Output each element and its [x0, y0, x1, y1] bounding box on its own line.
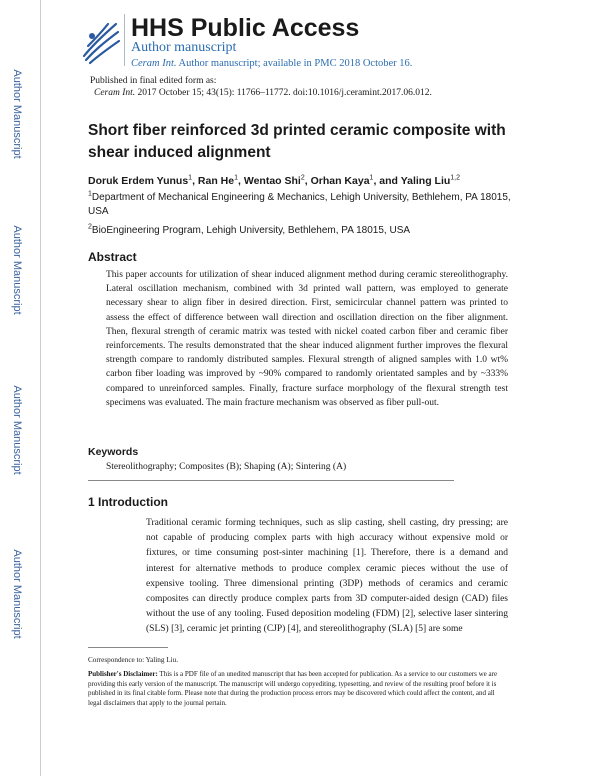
citation-line [94, 88, 432, 99]
left-margin-rule [40, 0, 41, 776]
keywords-list: Stereolithography; Composites (B); Shaping (A); Sintering (A) [106, 462, 347, 472]
citation-details: 2017 October 15; 43(15): 11766–11772. doi:10.1016/j.ceramint.2017.06.012. [135, 88, 432, 98]
author-separator: , and [373, 175, 401, 187]
side-label-author-manuscript: Author Manuscript [11, 549, 23, 639]
abstract-body: This paper accounts for utilization of shear induced alignment method during ceramic stereolithography. Lateral oscillation mechanism, combined with 3d printed wall pattern, was employed to generate necessary shear to align fiber in desired direction. First, semicircular channel pattern was printed to assess the effect of difference between wall direction and oscillation direction on the fiber alignment. Then, flexural strength of ceramic matrix was tested with nickel coated carbon fiber and ceramic fiber reinforcements. The results demonstrated that the shear induced alignment further improves the flexural strength compare to randomly distributed samples. Flexural strength of aligned samples with 1.0 wt% carbon fiber loading was improved by ~90% compared to randomly orientated samples and by ~333% compared to unreinforced samples. Finally, fracture surface morphology of the flexural strength test specimens was evaluated. The main fracture mechanism was observed as fiber pull-out. [106, 270, 508, 408]
author-manuscript-subtitle: Author manuscript [131, 40, 237, 55]
published-label: Published in final edited form as: [90, 76, 217, 86]
section-divider [88, 480, 454, 481]
publisher-disclaimer [88, 670, 508, 708]
author-affiliation-marker: 2 [300, 174, 305, 182]
paper-title: Short fiber reinforced 3d printed ceramic composite with shear induced alignment [88, 122, 506, 161]
abstract-heading: Abstract [88, 250, 137, 264]
author-separator: , [238, 175, 244, 187]
affiliation-marker: 1 [88, 190, 92, 198]
disclaimer-text: This is a PDF file of an unedited manuscript that has been accepted for publication. As a service to our customers we are providing this early version of the manuscript. The manuscript will undergo copyediting, typesetting, and review of the resulting proof before it is published in its final citable form. Please note that during the production process errors may be discovered which could affect the content, and all legal disclaimers that apply to the journal pertain. [88, 670, 498, 707]
affiliation-1 [88, 191, 518, 219]
author-name: Doruk Erdem Yunus [88, 175, 189, 187]
journal-availability-line [131, 58, 412, 70]
side-label-author-manuscript: Author Manuscript [11, 385, 23, 475]
affiliation-text: BioEngineering Program, Lehigh University, Bethlehem, PA 18015, USA [91, 225, 411, 236]
author-affiliation-marker: 1 [234, 174, 239, 182]
author-name: Yaling Liu [400, 175, 451, 187]
affiliation-marker: 2 [88, 223, 92, 231]
author-list [88, 174, 460, 188]
correspondence-note: Correspondence to: Yaling Liu. [88, 656, 179, 664]
author-name: Orhan Kaya [310, 175, 370, 187]
author-affiliation-marker: 1,2 [450, 174, 461, 182]
author-separator: , [192, 175, 198, 187]
author-affiliation-marker: 1 [369, 174, 374, 182]
side-label-author-manuscript: Author Manuscript [11, 69, 23, 159]
author-separator: , [304, 175, 311, 187]
availability-text: Author manuscript; available in PMC 2018 October 16. [176, 58, 413, 69]
author-name: Ran He [197, 175, 235, 187]
author-affiliation-marker: 1 [188, 174, 193, 182]
introduction-heading: 1 Introduction [88, 495, 168, 509]
footnote-rule [88, 647, 168, 648]
citation-journal: Ceram Int. [94, 88, 136, 98]
keywords-heading: Keywords [88, 446, 139, 458]
introduction-body: Traditional ceramic forming techniques, such as slip casting, shell casting, dry pressing; are not capable of producing complex parts with high accuracy without expensive mold or fixtures, or time consuming post-sinter machining [1]. Therefore, there is a demand and interest for alternative methods to produce complex ceramic pieces without the use of expensive tooling. Three dimensional printing (3DP) methods of ceramics and ceramic composites can directly produce complex parts from 3D computer-aided design (CAD) files without the use of any tooling. Fused deposition modeling (FDM) [2], selective laser sintering (SLS) [3], ceramic jet printing (CJP) [4], and stereolithography (SLA) [5] are some [146, 518, 508, 635]
hhs-eagle-logo-icon [78, 16, 122, 66]
author-name: Wentao Shi [243, 175, 301, 187]
disclaimer-label: Publisher's Disclaimer: [88, 670, 158, 678]
affiliation-text: Department of Mechanical Engineering & Mechanics, Lehigh University, Bethlehem, PA 18015, USA [88, 192, 511, 217]
affiliation-2 [88, 224, 410, 238]
hhs-public-access-title: HHS Public Access [131, 14, 360, 42]
side-label-author-manuscript: Author Manuscript [11, 225, 23, 315]
journal-name: Ceram Int. [131, 58, 177, 69]
